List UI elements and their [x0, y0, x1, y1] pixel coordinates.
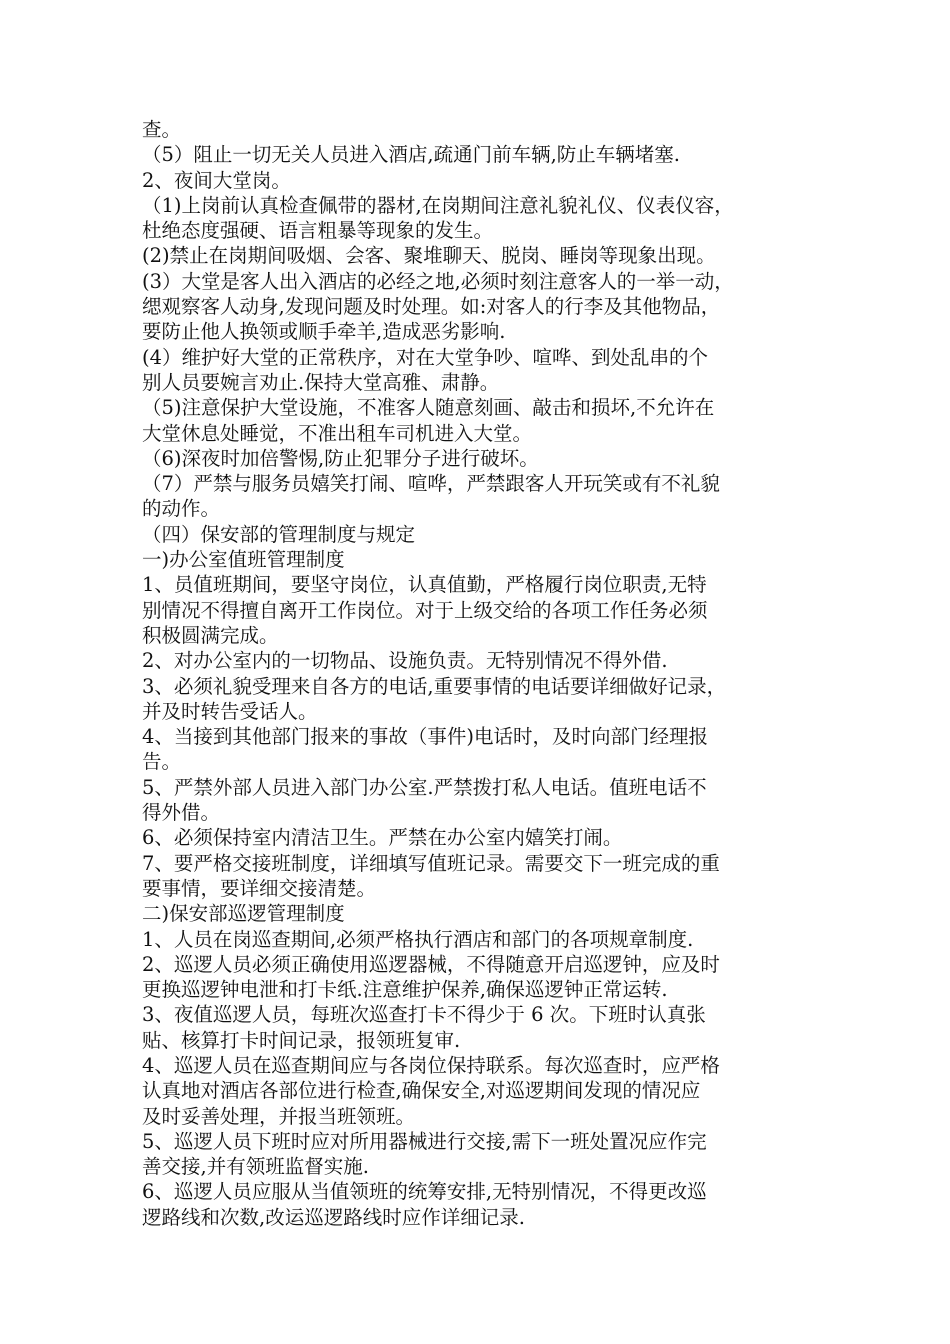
text-line: 更换巡逻钟电泄和打卡纸.注意维护保养,确保巡逻钟正常运转. [142, 978, 668, 1002]
text-line: 4、巡逻人员在巡查期间应与各岗位保持联系。每次巡查时，应严格 [142, 1053, 720, 1077]
text-line: 善交接,并有领班监督实施. [142, 1155, 369, 1179]
text-line: 积极圆满完成。 [142, 623, 279, 647]
text-line: 6、必须保持室内清洁卫生。严禁在办公室内嬉笑打闹。 [142, 826, 623, 850]
text-line: 2、对办公室内的一切物品、设施负责。无特别情况不得外借. [142, 649, 668, 673]
text-line: 及时妥善处理，并报当班领班。 [142, 1104, 416, 1128]
text-line: （7）严禁与服务员嬉笑打闹、喧哗，严禁跟客人开玩笑或有不礼貌 [142, 472, 720, 496]
text-line: 2、巡逻人员必须正确使用巡逻器械，不得随意开启巡逻钟，应及时 [142, 952, 720, 976]
text-line: 的动作。 [142, 497, 221, 521]
text-line: （6)深夜时加倍警惕,防止犯罪分子进行破坏。 [142, 446, 539, 470]
text-line: (4）维护好大堂的正常秩序，对在大堂争吵、喧哗、到处乱串的个 [142, 345, 709, 369]
text-line: （1)上岗前认真检查佩带的器材,在岗期间注意礼貌礼仪、仪表仪容， [142, 193, 734, 217]
text-line: 5、严禁外部人员进入部门办公室.严禁拨打私人电话。值班电话不 [142, 775, 707, 799]
text-line: 1、员值班期间，要坚守岗位，认真值勤，严格履行岗位职责,无特 [142, 573, 707, 597]
text-line: （5)注意保护大堂设施，不准客人随意刻画、敲击和损坏,不允许在 [142, 396, 715, 420]
subsection-heading: 一)办公室值班管理制度 [142, 548, 345, 572]
text-line: (2)禁止在岗期间吸烟、会客、聚堆聊天、脱岗、睡岗等现象出现。 [142, 244, 716, 268]
text-line: 告。 [142, 750, 182, 774]
text-line: 查。 [142, 118, 182, 141]
text-line: 大堂休息处睡觉，不准出租车司机进入大堂。 [142, 421, 533, 445]
text-line: 逻路线和次数,改运巡逻路线时应作详细记录. [142, 1205, 525, 1229]
text-line: 认真地对酒店各部位进行检查,确保安全,对巡逻期间发现的情况应 [142, 1079, 701, 1103]
text-line: 别情况不得擅自离开工作岗位。对于上级交给的各项工作任务必须 [142, 598, 708, 622]
section-heading: （四）保安部的管理制度与规定 [142, 522, 416, 546]
text-line: 贴、核算打卡时间记录，报领班复审. [142, 1028, 461, 1052]
text-line: 要防止他人换领或顺手牵羊,造成恶劣影响. [142, 320, 506, 344]
document-body [142, 117, 822, 1230]
text-line: 3、必须礼貌受理来自各方的电话,重要事情的电话要详细做好记录， [142, 674, 727, 698]
text-line: 要事情，要详细交接清楚。 [142, 876, 377, 900]
section-heading: 2、夜间大堂岗。 [142, 168, 291, 192]
text-line: 4、当接到其他部门报来的事故（事件)电话时，及时向部门经理报 [142, 725, 709, 749]
text-line: 7、要严格交接班制度，详细填写值班记录。需要交下一班完成的重 [142, 851, 720, 875]
text-line: 得外借。 [142, 801, 221, 825]
text-line: 5、巡逻人员下班时应对所用器械进行交接,需下一班处置况应作完 [142, 1129, 707, 1153]
text-line: 并及时转告受话人。 [142, 699, 318, 723]
text-line: （5）阻止一切无关人员进入酒店,疏通门前车辆,防止车辆堵塞. [142, 143, 681, 167]
text-line: 1、人员在岗巡查期间,必须严格执行酒店和部门的各项规章制度. [142, 927, 694, 951]
text-line: 3、夜值巡逻人员，每班次巡查打卡不得少于 6 次。下班时认真张 [142, 1003, 706, 1027]
text-line: 缌观察客人动身,发现问题及时处理。如:对客人的行李及其他物品， [142, 295, 721, 319]
text-line: 6、巡逻人员应服从当值领班的统筹安排,无特别情况，不得更改巡 [142, 1180, 707, 1204]
subsection-heading: 二)保安部巡逻管理制度 [142, 902, 345, 926]
text-line: 杜绝态度强硬、语言粗暴等现象的发生。 [142, 219, 494, 243]
text-line: 别人员要婉言劝止.保持大堂高雅、肃静。 [142, 370, 500, 394]
text-line: (3）大堂是客人出入酒店的必经之地,必须时刻注意客人的一举一动， [142, 269, 734, 293]
